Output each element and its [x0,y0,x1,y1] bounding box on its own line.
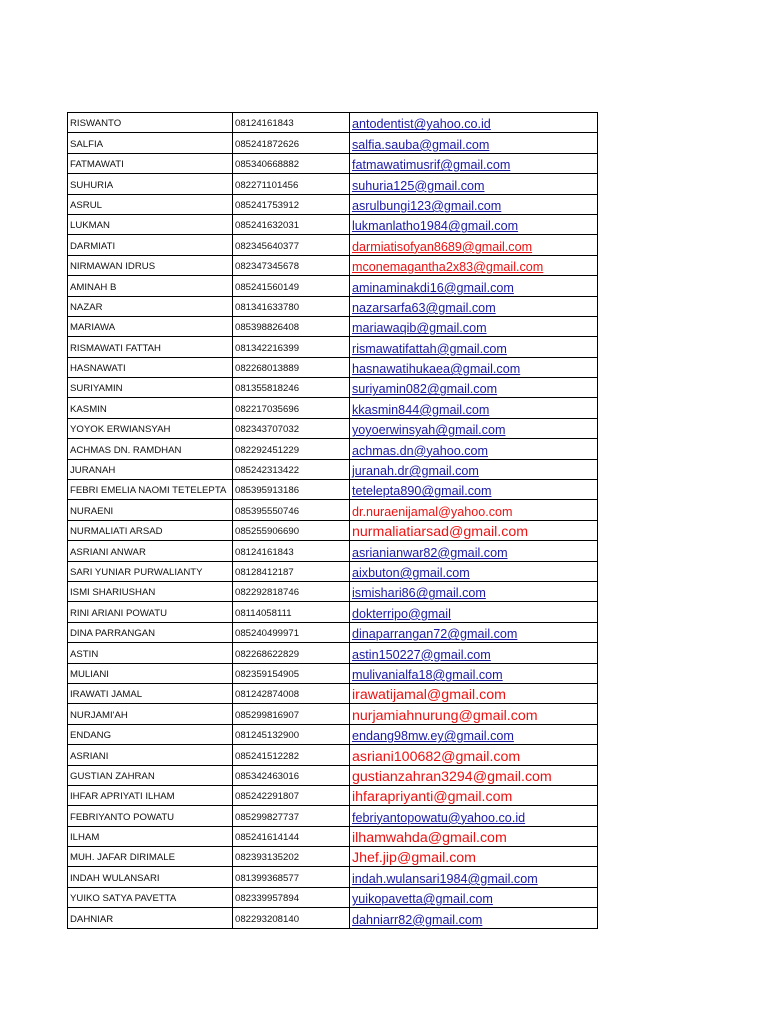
email-cell[interactable] [350,133,598,153]
name-cell[interactable]: DARMIATI [68,235,233,255]
email-cell[interactable] [350,337,598,357]
name-cell[interactable]: GUSTIAN ZAHRAN [68,765,233,785]
email-link[interactable]: antodentist@yahoo.co.id [352,117,491,132]
email-cell[interactable] [350,867,598,887]
phone-cell[interactable]: 081399368577 [233,867,350,887]
name-cell[interactable]: NIRMAWAN IDRUS [68,255,233,275]
phone-cell[interactable]: 08124161843 [233,541,350,561]
phone-cell[interactable]: 085241753912 [233,194,350,214]
email-link[interactable]: suriyamin082@gmail.com [352,382,498,397]
phone-cell[interactable]: 082347345678 [233,255,350,275]
email-cell[interactable] [350,765,598,785]
name-cell[interactable]: SUHURIA [68,174,233,194]
email-cell[interactable] [350,398,598,418]
name-cell[interactable]: IRAWATI JAMAL [68,683,233,703]
table-row [68,541,598,561]
name-cell[interactable]: ENDANG [68,724,233,744]
email-cell[interactable] [350,480,598,500]
phone-cell[interactable]: 085242291807 [233,785,350,805]
email-cell[interactable] [350,418,598,438]
email-cell[interactable] [350,806,598,826]
phone-cell[interactable]: 082343707032 [233,418,350,438]
table-row [68,398,598,418]
table-row [68,745,598,765]
email-cell[interactable] [350,887,598,907]
email-link[interactable]: astin150227@gmail.com [352,647,491,662]
table-row [68,378,598,398]
email-link[interactable]: kkasmin844@gmail.com [352,402,490,417]
name-cell[interactable]: JURANAH [68,459,233,479]
email-cell[interactable] [350,704,598,724]
email-link[interactable]: nazarsarfa63@gmail.com [352,300,496,315]
table-row [68,174,598,194]
email-cell[interactable] [350,296,598,316]
phone-cell[interactable]: 085395913186 [233,480,350,500]
name-cell[interactable]: HASNAWATI [68,357,233,377]
name-cell[interactable]: NAZAR [68,296,233,316]
email-link[interactable]: hasnawatihukaea@gmail.com [352,362,521,377]
table-row [68,235,598,255]
email-link[interactable]: dr.nuraenijamal@yahoo.com [352,504,513,519]
phone-cell[interactable]: 082393135202 [233,847,350,867]
email-link[interactable]: dinaparrangan72@gmail.com [352,627,518,642]
name-cell[interactable]: IHFAR APRIYATI ILHAM [68,785,233,805]
name-cell[interactable]: ACHMAS DN. RAMDHAN [68,439,233,459]
phone-cell[interactable]: 085241512282 [233,745,350,765]
email-link[interactable]: suhuria125@gmail.com [352,178,485,193]
name-cell[interactable]: DAHNIAR [68,908,233,928]
phone-cell[interactable]: 085240499971 [233,622,350,642]
email-link[interactable]: asrianianwar82@gmail.com [352,545,508,560]
name-cell[interactable]: NURJAMI'AH [68,704,233,724]
email-link[interactable]: yuikopavetta@gmail.com [352,892,493,907]
phone-cell[interactable]: 081242874008 [233,683,350,703]
name-cell[interactable]: ILHAM [68,826,233,846]
table-row [68,908,598,928]
email-link[interactable]: asrulbungi123@gmail.com [352,198,502,213]
table-row [68,765,598,785]
email-cell[interactable] [350,826,598,846]
table-row [68,663,598,683]
name-cell[interactable]: DINA PARRANGAN [68,622,233,642]
email-cell[interactable] [350,581,598,601]
phone-cell[interactable]: 085241560149 [233,276,350,296]
phone-cell[interactable]: 082292818746 [233,581,350,601]
name-cell[interactable]: YUIKO SATYA PAVETTA [68,887,233,907]
email-link[interactable]: nurjamiahnurung@gmail.com [352,707,538,724]
table-row [68,276,598,296]
email-link[interactable]: ismishari86@gmail.com [352,586,486,601]
email-link[interactable]: fatmawatimusrif@gmail.com [352,158,511,173]
email-link[interactable]: mariawaqib@gmail.com [352,321,487,336]
phone-cell[interactable]: 082271101456 [233,174,350,194]
phone-cell[interactable]: 08114058111 [233,602,350,622]
email-cell[interactable] [350,520,598,540]
name-cell[interactable]: SALFIA [68,133,233,153]
email-cell[interactable] [350,561,598,581]
email-link[interactable]: aixbuton@gmail.com [352,565,470,580]
table-row [68,520,598,540]
phone-cell[interactable]: 085299827737 [233,806,350,826]
name-cell[interactable]: MARIAWA [68,316,233,336]
name-cell[interactable]: ASTIN [68,643,233,663]
email-cell[interactable] [350,785,598,805]
email-link[interactable]: nurmaliatiarsad@gmail.com [352,524,529,541]
name-cell[interactable]: FEBRI EMELIA NAOMI TETELEPTA [68,480,233,500]
email-link[interactable]: darmiatisofyan8689@gmail.com [352,239,533,254]
name-cell[interactable]: ASRIANI ANWAR [68,541,233,561]
table-row [68,724,598,744]
table-row [68,357,598,377]
email-cell[interactable] [350,378,598,398]
table-row [68,113,598,133]
email-link[interactable]: mulivanialfa18@gmail.com [352,667,503,682]
phone-cell[interactable]: 081342216399 [233,337,350,357]
table-row [68,867,598,887]
table-row [68,704,598,724]
table-row [68,133,598,153]
email-cell[interactable] [350,663,598,683]
table-body [68,113,598,929]
table-row [68,622,598,642]
table-row [68,500,598,520]
table-row [68,480,598,500]
phone-cell[interactable]: 082268622829 [233,643,350,663]
email-cell[interactable] [350,276,598,296]
email-cell[interactable] [350,602,598,622]
table-row [68,418,598,438]
phone-cell[interactable]: 085395550746 [233,500,350,520]
phone-cell[interactable]: 085340668882 [233,153,350,173]
phone-cell[interactable]: 085299816907 [233,704,350,724]
name-cell[interactable]: SARI YUNIAR PURWALIANTY [68,561,233,581]
table-row [68,806,598,826]
phone-cell[interactable]: 085241614144 [233,826,350,846]
email-link[interactable]: dahniarr82@gmail.com [352,912,483,927]
name-cell[interactable]: AMINAH B [68,276,233,296]
table-row [68,459,598,479]
name-cell[interactable]: MULIANI [68,663,233,683]
phone-cell[interactable]: 082293208140 [233,908,350,928]
phone-cell[interactable]: 085342463016 [233,765,350,785]
email-link[interactable]: dokterripo@gmail [352,606,451,621]
name-cell[interactable]: INDAH WULANSARI [68,867,233,887]
email-cell[interactable] [350,174,598,194]
name-cell[interactable]: ISMI SHARIUSHAN [68,581,233,601]
table-row [68,255,598,275]
email-cell[interactable] [350,683,598,703]
table-row [68,153,598,173]
phone-cell[interactable]: 082268013889 [233,357,350,377]
phone-cell[interactable]: 082217035696 [233,398,350,418]
phone-cell[interactable]: 08128412187 [233,561,350,581]
email-cell[interactable] [350,439,598,459]
email-link[interactable]: mconemagantha2x83@gmail.com [352,260,544,275]
email-link[interactable]: irawatijamal@gmail.com [352,687,506,704]
phone-cell[interactable]: 081245132900 [233,724,350,744]
email-link[interactable]: lukmanlatho1984@gmail.com [352,219,519,234]
email-cell[interactable] [350,500,598,520]
table-row [68,847,598,867]
email-link[interactable]: ihfarapriyanti@gmail.com [352,789,513,806]
table-row [68,337,598,357]
phone-cell[interactable]: 08124161843 [233,113,350,133]
phone-cell[interactable]: 082359154905 [233,663,350,683]
email-cell[interactable] [350,724,598,744]
email-cell[interactable] [350,847,598,867]
email-link[interactable]: gustianzahran3294@gmail.com [352,768,552,785]
email-cell[interactable] [350,357,598,377]
table-row [68,785,598,805]
email-link[interactable]: Jhef.jip@gmail.com [352,850,477,867]
name-cell[interactable]: RISWANTO [68,113,233,133]
email-cell[interactable] [350,316,598,336]
email-cell[interactable] [350,255,598,275]
email-link[interactable]: asriani100682@gmail.com [352,748,521,765]
email-cell[interactable] [350,194,598,214]
name-cell[interactable]: FEBRIYANTO POWATU [68,806,233,826]
table-row [68,296,598,316]
email-link[interactable]: indah.wulansari1984@gmail.com [352,871,538,886]
email-link[interactable]: aminaminakdi16@gmail.com [352,280,514,295]
table-row [68,194,598,214]
name-cell[interactable]: LUKMAN [68,214,233,234]
name-cell[interactable]: NURAENI [68,500,233,520]
phone-cell[interactable]: 085242313422 [233,459,350,479]
table-row [68,581,598,601]
table-row [68,643,598,663]
email-cell[interactable] [350,643,598,663]
phone-cell[interactable]: 085255906690 [233,520,350,540]
email-link[interactable]: achmas.dn@yahoo.com [352,443,488,458]
email-cell[interactable] [350,459,598,479]
phone-cell[interactable]: 081341633780 [233,296,350,316]
email-link[interactable]: endang98mw.ey@gmail.com [352,729,514,744]
spreadsheet-table [67,112,598,929]
name-cell[interactable]: RISMAWATI FATTAH [68,337,233,357]
name-cell[interactable]: KASMIN [68,398,233,418]
email-link[interactable]: ilhamwahda@gmail.com [352,830,507,847]
phone-cell[interactable]: 082345640377 [233,235,350,255]
email-link[interactable]: yoyoerwinsyah@gmail.com [352,423,506,438]
table-row [68,887,598,907]
phone-cell[interactable]: 085398826408 [233,316,350,336]
name-cell[interactable]: SURIYAMIN [68,378,233,398]
email-link[interactable]: tetelepta890@gmail.com [352,484,492,499]
name-cell[interactable]: YOYOK ERWIANSYAH [68,418,233,438]
table-row [68,439,598,459]
table-row [68,316,598,336]
table-row [68,826,598,846]
phone-cell[interactable]: 081355818246 [233,378,350,398]
name-cell[interactable]: MUH. JAFAR DIRIMALE [68,847,233,867]
email-link[interactable]: febriyantopowatu@yahoo.co.id [352,810,526,825]
name-cell[interactable]: NURMALIATI ARSAD [68,520,233,540]
email-cell[interactable] [350,541,598,561]
name-cell[interactable]: ASRUL [68,194,233,214]
table-row [68,214,598,234]
email-link[interactable]: rismawatifattah@gmail.com [352,341,507,356]
email-cell[interactable] [350,745,598,765]
email-link[interactable]: juranah.dr@gmail.com [352,464,479,479]
table-row [68,561,598,581]
email-cell[interactable] [350,622,598,642]
phone-cell[interactable]: 082292451229 [233,439,350,459]
table-row [68,683,598,703]
email-cell[interactable] [350,235,598,255]
phone-cell[interactable]: 085241632031 [233,214,350,234]
name-cell[interactable]: RINI ARIANI POWATU [68,602,233,622]
phone-cell[interactable]: 082339957894 [233,887,350,907]
phone-cell[interactable]: 085241872626 [233,133,350,153]
email-link[interactable]: salfia.sauba@gmail.com [352,137,490,152]
name-cell[interactable]: FATMAWATI [68,153,233,173]
email-cell[interactable] [350,908,598,928]
table-row [68,602,598,622]
email-cell[interactable] [350,113,598,133]
email-cell[interactable] [350,214,598,234]
email-cell[interactable] [350,153,598,173]
name-cell[interactable]: ASRIANI [68,745,233,765]
